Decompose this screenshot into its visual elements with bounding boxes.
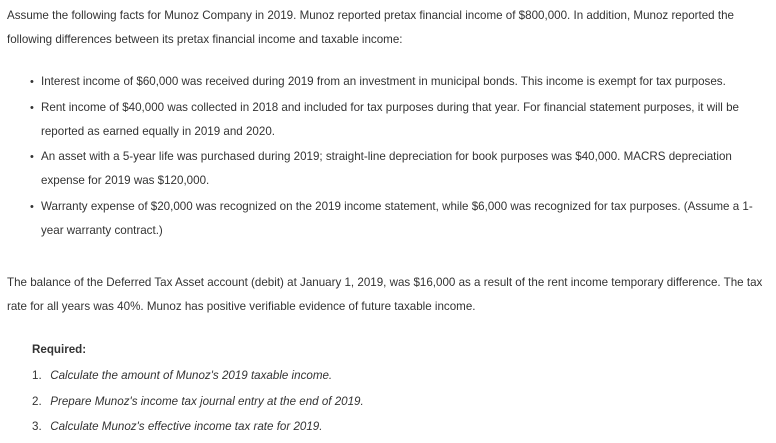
- required-list: [32, 364, 732, 439]
- bullet-text: An asset with a 5-year life was purchased during 2019; straight-line depreciation for book purposes was $40,000. MACRS depreciation expense for 2019 was $120,000.: [41, 150, 732, 187]
- required-item-text: Calculate the amount of Munoz's 2019 taxable income.: [50, 369, 333, 382]
- intro-paragraph: Assume the following facts for Munoz Company in 2019. Munoz reported pretax financial income of $800,000. In addition, Munoz reported the following differences between its pretax financial income and taxable income:: [7, 9, 734, 46]
- required-item: [32, 390, 732, 414]
- balance-paragraph: The balance of the Deferred Tax Asset account (debit) at January 1, 2019, was $16,000 as a result of the rent income temporary difference. The tax rate for all years was 40%. Munoz has positive verifiable evidence of future taxable income.: [7, 276, 763, 313]
- bullet-text: Rent income of $40,000 was collected in 2018 and included for tax purposes during that year. For financial statement purposes, it will be reported as earned equally in 2019 and 2020.: [41, 100, 739, 138]
- bullet-icon: •: [30, 101, 34, 114]
- required-item-text: Calculate Munoz's effective income tax rate for 2019.: [50, 420, 323, 433]
- required-item: [32, 364, 732, 388]
- bullet-text: Warranty expense of $20,000 was recognized on the 2019 income statement, while $6,000 was recognized for tax purposes. (Assume a 1-year warranty contract.): [41, 199, 753, 237]
- required-item-text: Prepare Munoz's income tax journal entry at the end of 2019.: [50, 394, 364, 408]
- differences-list: [0, 70, 776, 244]
- list-item: [0, 96, 776, 144]
- bullet-icon: •: [30, 76, 34, 88]
- bullet-icon: •: [30, 151, 34, 163]
- bullet-icon: •: [30, 200, 34, 213]
- required-item-number: 3.: [32, 420, 42, 433]
- required-heading: Required:: [32, 343, 87, 356]
- list-item: [0, 145, 776, 193]
- required-item: [32, 415, 732, 439]
- list-item: [0, 70, 776, 94]
- bullet-text: Interest income of $60,000 was received during 2019 from an investment in municipal bonds. This income is exempt for tax purposes.: [41, 75, 726, 88]
- required-item-number: 1.: [32, 369, 42, 382]
- list-item: [0, 195, 776, 243]
- required-item-number: 2.: [32, 394, 42, 408]
- required-section: [32, 338, 732, 441]
